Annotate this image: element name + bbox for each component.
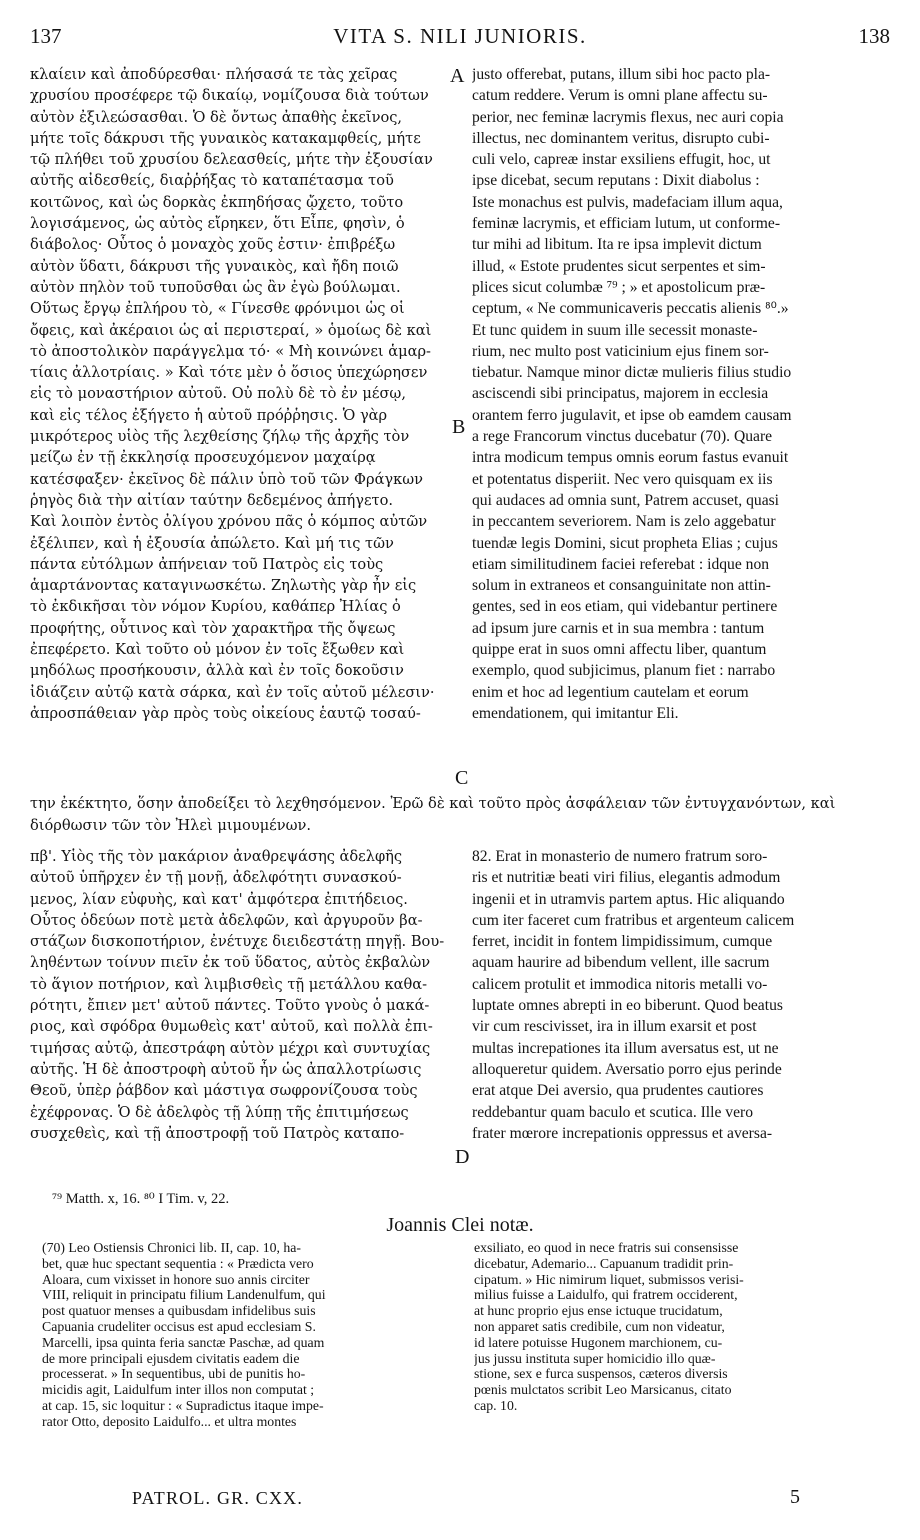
note-line: cipatum. » Hic nimirum liquet, submissos verisi-	[474, 1271, 744, 1287]
note-line: (70) Leo Ostiensis Chronici lib. II, cap. 10, ha-	[42, 1240, 302, 1255]
latin-text-line: multas increpationes ita illum aversatus est, ut ne	[472, 1039, 779, 1057]
signature-mark: PATROL. GR. CXX.	[132, 1488, 304, 1508]
notes-heading: Joannis Clei notæ.	[386, 1214, 534, 1236]
latin-text-line: Iste monachus est pulvis, madefaciam illum aqua,	[472, 193, 783, 211]
greek-text-line: μήτε τοῖς δάκρυσι τῆς γυναικὸς κατακαμφθείς, μήτε	[30, 129, 421, 147]
greek-text-line: στάζων δισκοποτήριον, ἐνέτυχε διειδεστάτῃ πηγῇ. Βου-	[30, 933, 445, 951]
latin-text-line: erat atque Dei aversio, qua prudentes cautiores	[472, 1082, 764, 1100]
latin-text-line: ceptum, « Ne communicaveris peccatis alienis ⁸⁰.»	[472, 300, 789, 318]
greek-text-line: κατέσφαξεν· ἐκεῖνος δὲ πάλιν ὑπὸ τοῦ τῶν Φράγκων	[30, 470, 424, 488]
greek-text-line: καὶ εἰς τέλος ἐξήγετο ἡ αὐτοῦ πρόῤῥησις. Ὁ γὰρ	[30, 406, 388, 424]
greek-text-line: αὐτῆς αἰδεσθείς, διαῤῥήξας τὸ καταπέτασμα τοῦ	[30, 172, 394, 190]
greek-text-line: ριος, καὶ σφόδρα θυμωθεὶς κατ' αὐτοῦ, καὶ πολλὰ ἐπι-	[30, 1018, 433, 1036]
latin-text-line: solum in extraneos et consanguinitate non attin-	[472, 577, 771, 595]
latin-column-top	[472, 64, 894, 724]
latin-text-line: aquam haurire ad bibendum vellent, ille sacrum	[472, 954, 770, 972]
latin-text-line: rium, nec multo post vaticinium ejus finem sor-	[472, 342, 769, 360]
latin-text-line: intra modicum tempus omnis eorum fastus evanuit	[472, 449, 789, 467]
note-line: micidis agit, Laidulfum inter illos non computat ;	[42, 1382, 315, 1398]
latin-text-line: justo offerebat, putans, illum sibi hoc pacto pla-	[472, 66, 771, 83]
latin-text-line: qui audaces ad omnia sunt, Patrem accuset, quasi	[472, 491, 780, 509]
latin-text-line: etiam similitudinem faciei referebat : idque non	[472, 555, 770, 573]
note-line: de more principali ejusdem civitatis eadem die	[42, 1350, 300, 1366]
latin-text-line: ris et nutritiæ beati viri filius, elegantis admodum	[472, 869, 781, 887]
running-title: VITA S. NILI JUNIORIS.	[333, 24, 587, 48]
latin-text-line: exemplo, quod subjicimus, planum fiet : narrabo	[472, 662, 776, 680]
latin-text-line: tuendæ legis Domini, sicut propheta Elias ; cujus	[472, 534, 778, 552]
greek-text-line: λογισάμενος, ὡς αὐτὸς εἴρηκεν, ὅτι Εἶπε, φησὶν, ὁ	[30, 215, 405, 233]
note-line: Aloara, cum vixisset in honore suo annis circiter	[42, 1271, 310, 1287]
greek-text-line: μείζω ἐν τῇ ἐκκλησίᾳ προσευχόμενον μαχαίρᾳ	[30, 449, 376, 467]
latin-text-line: calicem protulit et immodica nitoris metalli vo-	[472, 975, 768, 993]
greek-text-line: προφήτης, οὗτινος καὶ τὸν χαρακτῆρα τῆς ὄψεως	[30, 619, 396, 637]
greek-text-line: ἐχέφρονας. Ὁ δὲ ἀδελφὸς τῇ λύπῃ τῆς ἐπιτιμήσεως	[30, 1103, 409, 1121]
note-line: Capuania crudeliter occisus est apud ecclesiam S.	[42, 1318, 316, 1334]
greek-text-line: ἐπεφέρετο. Καὶ τοῦτο οὐ μόνον ἐν τοῖς ἔξωθεν καὶ	[30, 641, 405, 659]
full-width-line: την ἐκέκτητο, ὅσην ἀποδείξει τὸ λεχθησόμενον. Ἐρῶ δὲ καὶ τοῦτο πρὸς ἀσφάλειαν τῶν ἐντυγχανόντων, καὶ	[30, 795, 836, 812]
greek-text-line: αὐτὸν πηλὸν τοῦ τυποῦσθαι ὡς ἂν ἐγὼ βούλωμαι.	[30, 278, 401, 296]
greek-text-line: ρότητι, ἔπιεν μετ' αὐτοῦ πάντες. Τοῦτο γνοὺς ὁ μακά-	[30, 997, 430, 1015]
latin-text-line: ad ipsum jure carnis et in sua membra : tantum	[472, 619, 765, 637]
greek-text-line: μηδόλως προσήκουσιν, ἀλλὰ καὶ ἐν τοῖς δοκοῦσιν	[30, 662, 404, 680]
note-line: at cap. 15, sic loquitur : « Supradictus itaque impe-	[42, 1397, 324, 1413]
greek-text-line: ἰδιάζειν αὐτῷ κατὰ σάρκα, καὶ ἐν τοῖς αὐτοῦ μέλεσιν·	[30, 683, 435, 701]
latin-text-line: illectus, nec dominantem veritus, disrupto cubi-	[472, 129, 770, 147]
latin-text-line: alloqueretur quidem. Aversatio porro ejus perinde	[472, 1060, 782, 1078]
page-number-left: 137	[30, 24, 62, 48]
latin-text-line: feminæ lacrymis, et efficiam lutum, ut conforme-	[472, 215, 781, 233]
latin-text-line: in peccantem severiorem. Nam is zelo aggebatur	[472, 513, 776, 531]
note-line: cap. 10.	[474, 1397, 518, 1413]
latin-text-line: Et tunc quidem in suum ille secessit monaste-	[472, 321, 758, 339]
latin-text-line: reddebantur quam baculo et scutica. Ille vero	[472, 1103, 753, 1121]
greek-text-line: τίαις ἀλλοτρίαις. » Καὶ τότε μὲν ὁ ὅσιος ὑπεχώρησεν	[30, 364, 428, 382]
latin-text-line: et potentatus disperiit. Nec vero quisquam ex iis	[472, 470, 773, 488]
latin-text-line: ingenii et in utramvis partem aptus. Hic aliquando	[472, 890, 785, 908]
latin-text-line: frater mœrore increpationis oppressus et aversa-	[472, 1124, 773, 1142]
sheet-number: 5	[790, 1486, 800, 1508]
greek-text-line: αὐτοῦ ὑπῆρχεν ἐν τῇ μονῇ, ἀδελφότητι συνασκού-	[30, 869, 402, 887]
note-line: at hunc proprio ejus ense ictuque trucidatum,	[474, 1303, 723, 1319]
greek-text-line: ῥηγὸς διὰ τὴν αἰτίαν ταύτην δεδεμένος ἀπήγετο.	[30, 491, 394, 509]
margin-mark-b: B	[452, 416, 466, 438]
greek-text-line: ἐξέλιπεν, καὶ ἡ ἐξουσία ἀπώλετο. Καὶ μή τις τῶν	[30, 534, 394, 552]
greek-text-line: αὐτὸν ἐξιλεώσασθαι. Ὁ δὲ ὄντως ἀπαθὴς ἐκεῖνος,	[30, 108, 403, 126]
page-header	[30, 24, 890, 58]
latin-text-line: luptate omnes abrepti in eo biberunt. Quod beatus	[472, 997, 783, 1015]
greek-text-line: Οὕτως ἔργῳ ἐπλήρου τὸ, « Γίνεσθε φρόνιμοι ὡς οἱ	[30, 300, 405, 318]
margin-mark-a: A	[450, 65, 465, 87]
greek-text-line: τὸ ἅγιον ποτήριον, καὶ λιμβισθεὶς τῇ μετάλλου καθα-	[30, 975, 428, 993]
latin-text-line: gentes, sed in eos etiam, qui videbantur pertinere	[472, 598, 778, 616]
note-line: bet, quæ huc spectant sequentia : « Prædicta vero	[42, 1255, 314, 1271]
greek-text-line: τῷ πλήθει τοῦ χρυσίου δελεασθείς, μήτε τὴν ἐξουσίαν	[30, 151, 433, 169]
greek-text-line: αὐτὸν ὕδατι, δάκρυσι τῆς γυναικὸς, καὶ ἤδη ποιῶ	[30, 257, 399, 275]
greek-text-line: εἰς τὸ μοναστήριον αὐτοῦ. Οὐ πολὺ δὲ τὸ ἐν μέσῳ,	[30, 385, 406, 403]
greek-text-line: τὸ ἀποστολικὸν παράγγελμα τό· « Μὴ κοινώνει ἁμαρ-	[30, 342, 431, 360]
greek-column-top	[30, 64, 465, 724]
greek-text-line: ἀπροσπάθειαν γὰρ πρὸς τοὺς οἰκείους ἑαυτῷ τοσαύ-	[30, 704, 421, 722]
note-line: exsiliato, eo quod in nece fratris sui consensisse	[474, 1240, 739, 1255]
margin-mark-c: C	[455, 767, 469, 789]
greek-text-line: τὸ ἐκδικῆσαι τὸν νόμον Κυρίου, καθάπερ Ἠλίας ὁ	[30, 598, 401, 616]
greek-text-line: διάβολος· Οὗτος ὁ μοναχὸς χοῦς ἐστιν· ἐπιβρέξω	[30, 236, 396, 254]
latin-column-bottom	[472, 846, 894, 1144]
greek-text-line: ληθέντων τοίνυν πιεῖν ἐκ τοῦ ὕδατος, αὐτὸς ἐκβαλὼν	[30, 954, 431, 972]
greek-text-line: μενος, λίαν εὐφυὴς, καὶ κατ' ἀμφότερα ἐπιτήδειος.	[30, 890, 408, 908]
latin-text-line: plices sicut columbæ ⁷⁹ ; » et apostolicum præ-	[472, 278, 766, 296]
notes-column-left	[42, 1240, 460, 1430]
note-line: rator Otto, deposito Laidulfo... et ultra montes	[42, 1413, 297, 1429]
note-line: jus jussu instituta super homicidio illo quæ-	[474, 1350, 716, 1366]
greek-text-line: μικρότερος υἱὸς τῆς λεχθείσης ζήλῳ τῆς ἀρχῆς τὸν	[30, 428, 410, 446]
greek-text-line: κλαίειν καὶ ἀποδύρεσθαι· πλήσασά τε τὰς χεῖρας	[30, 66, 398, 83]
latin-text-line: asciscendi sibi principatus, majorem in ecclesia	[472, 385, 769, 403]
note-line: post quatuor menses a quibusdam infidelibus suis	[42, 1303, 316, 1319]
greek-text-line: Θεοῦ, ὑπὲρ ῥάβδον καὶ μάστιγα σωφρονίζουσα τοὺς	[30, 1082, 418, 1100]
greek-text-line: κοιτῶνος, καὶ ὡς δορκὰς ἐκπηδήσας ᾤχετο, τοῦτο	[30, 193, 404, 211]
greek-column-bottom	[30, 846, 462, 1144]
note-line: non apparet satis credibile, cum non videatur,	[474, 1318, 725, 1334]
note-line: stione, sex e furca suspensos, cæteros diversis	[474, 1366, 728, 1382]
latin-text-line: culi velo, capreæ instar exsiliens effugit, hoc, ut	[472, 151, 771, 169]
note-line: pœnis mulctatos scribit Leo Marsicanus, citato	[474, 1382, 732, 1398]
note-line: Marcelli, ipsa quinta feria sanctæ Paschæ, ad quam	[42, 1334, 325, 1350]
note-line: processerat. » In sequentibus, ubi de punitis ho-	[42, 1366, 306, 1382]
greek-text-line: χρυσίου προσέφερε τῷ δικαίῳ, νομίζουσα διὰ τούτων	[30, 87, 429, 105]
latin-text-line: ipse dicebat, secum reputans : Dixit diabolus :	[472, 172, 760, 190]
greek-text-line: αὐτῆς. Ἡ δὲ ἀποστροφὴ αὐτοῦ ἦν ὡς ἀπαλλοτρίωσις	[30, 1060, 422, 1078]
greek-text-line: συσχεθεὶς, καὶ τῇ ἀποστροφῇ τοῦ Πατρὸς καταπο-	[30, 1124, 405, 1142]
greek-text-line: Καὶ λοιπὸν ἐντὸς ὀλίγου χρόνου πᾶς ὁ κόμπος αὐτῶν	[30, 513, 428, 531]
latin-text-line: a rege Francorum vinctus ducebatur (70). Quare	[472, 428, 773, 446]
latin-text-line: illud, « Estote prudentes sicut serpentes et sim-	[472, 257, 766, 275]
latin-text-line: cum iter faceret cum fratribus et argenteum calicem	[472, 911, 795, 929]
page-number-right: 138	[858, 24, 890, 48]
notes-column-right	[474, 1240, 894, 1414]
greek-text-line: πάντα εὐτόλμων ἀπήνειαν τοῦ Πατρὸς εἰς τοὺς	[30, 555, 384, 573]
latin-text-line: 82. Erat in monasterio de numero fratrum soro-	[472, 848, 768, 865]
latin-text-line: perior, nec feminæ lacrymis flexus, nec auri copia	[472, 108, 784, 126]
latin-text-line: emendationem, qui imitantur Eli.	[472, 704, 679, 722]
note-line: VIII, reliquit in principatu filium Landenulfum, qui	[42, 1287, 326, 1303]
full-width-line: διόρθωσιν τῶν τὸν Ἠλεὶ μιμουμένων.	[30, 817, 312, 834]
greek-text-line: ὄφεις, καὶ ἀκέραιοι ὡς αἱ περιστεραί, » ὁμοίως δὲ καὶ	[30, 321, 432, 339]
latin-text-line: tiebatur. Namque minor dictæ mulieris filius studio	[472, 364, 792, 382]
note-line: dicebatur, Ademario... Capuanum tradidit prin-	[474, 1255, 734, 1271]
latin-text-line: ferret, incidit in fontem limpidissimum, cumque	[472, 933, 773, 951]
greek-text-line: ἁμαρτάνοντας καταγινωσκέτω. Ζηλωτὴς γὰρ ἦν εἰς	[30, 577, 417, 595]
margin-mark-d: D	[455, 1146, 470, 1168]
latin-text-line: tur mihi ad libitum. Ita re ipsa implevit dictum	[472, 236, 762, 254]
scripture-references: ⁷⁹ Matth. x, 16. ⁸⁰ I Tim. v, 22.	[52, 1191, 230, 1207]
greek-text-line: Οὗτος ὁδεύων ποτὲ μετὰ ἀδελφῶν, καὶ ἀργυροῦν βα-	[30, 911, 423, 929]
latin-text-line: enim et hoc ad legentium cautelam et eorum	[472, 683, 749, 701]
greek-text-line: τιμήσας αὐτῷ, ἀπεστράφη αὐτὸν μέχρι καὶ συντυχίας	[30, 1039, 431, 1057]
latin-text-line: vir cum rescivisset, ira in illum exarsit et post	[472, 1018, 757, 1036]
latin-text-line: orantem ferro jugulavit, et ipse ob eamdem causam	[472, 406, 792, 424]
note-line: milius fuisse a Laidulfo, qui fratrem occiderent,	[474, 1287, 738, 1303]
latin-text-line: catum reddere. Verum is omni plane affectu su-	[472, 87, 768, 105]
greek-text-line: πβ'. Υἱὸς τῆς τὸν μακάριον ἀναθρεψάσης ἀδελφῆς	[30, 848, 403, 865]
latin-text-line: quippe erat in suos omni affectu liber, quantum	[472, 641, 767, 659]
note-line: id latere potuisse Hugonem marchionem, cu-	[474, 1334, 723, 1350]
